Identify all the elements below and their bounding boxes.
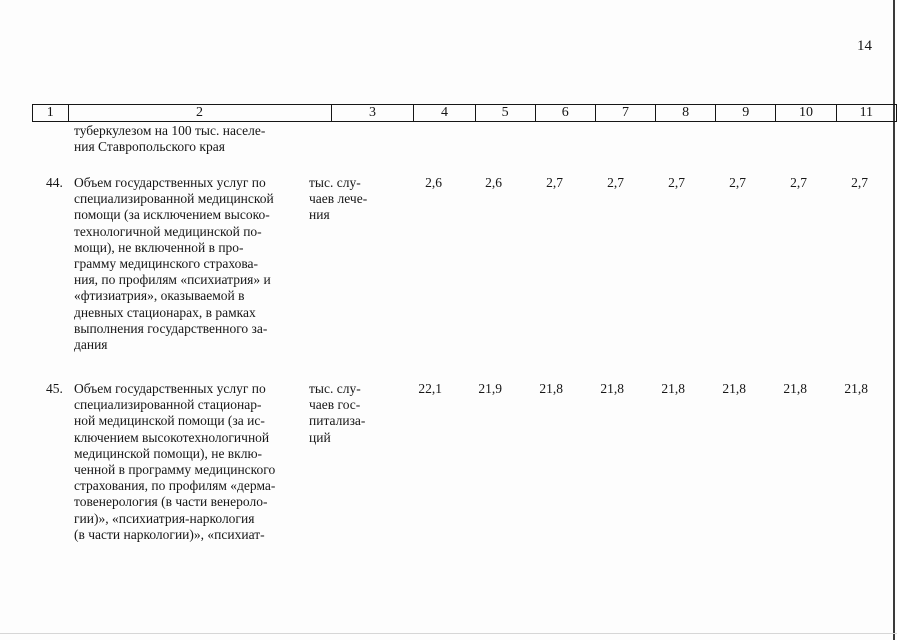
column-header: 11 [836, 105, 896, 122]
page-number: 14 [857, 38, 872, 54]
description-line: Объем государственных услуг по [74, 175, 266, 190]
row-number: 44. [46, 175, 63, 190]
value-col-10: 2,7 [790, 175, 807, 190]
row-number: 45. [46, 381, 63, 396]
value-col-11: 2,7 [851, 175, 868, 190]
value-col-5: 2,6 [485, 175, 502, 190]
column-header: 8 [656, 105, 716, 122]
description-line: страхования, по профилям «дерма- [74, 478, 276, 494]
unit-line: питализа- [309, 413, 366, 429]
description-line: дневных стационарах, в рамках [74, 304, 256, 320]
description-line: дания [74, 337, 108, 353]
value-col-9: 21,8 [722, 381, 746, 396]
value-col-4: 22,1 [418, 381, 442, 396]
description-line: ключением высокотехнологичной [74, 429, 270, 445]
scan-edge-right [893, 0, 895, 640]
column-header: 4 [414, 105, 475, 122]
description-line: ния, по профилям «психиатрия» и [74, 272, 271, 288]
description-line: ния Ставропольского края [74, 139, 225, 155]
unit-line: ния [309, 207, 330, 223]
description-line: выполнения государственного за- [74, 320, 268, 336]
description-line: гии)», «психиатрия-наркология [74, 510, 255, 526]
row-unit [309, 381, 385, 446]
value-col-7: 21,8 [600, 381, 624, 396]
description-line: (в части наркологии)», «психиат- [74, 526, 265, 542]
column-header: 7 [595, 105, 655, 122]
description-line: специализированной медицинской [74, 191, 274, 207]
row-unit [309, 175, 385, 224]
value-col-10: 21,8 [783, 381, 807, 396]
column-header: 1 [33, 105, 69, 122]
description-line: технологичной медицинской по- [74, 223, 262, 239]
row-description [74, 381, 298, 543]
value-col-5: 21,9 [478, 381, 502, 396]
description-line: помощи (за исключением высоко- [74, 207, 270, 223]
unit-line: ций [309, 429, 331, 445]
description-line: мощи), не включенной в про- [74, 239, 244, 255]
value-col-8: 21,8 [661, 381, 685, 396]
row-description [74, 175, 298, 353]
value-col-6: 21,8 [539, 381, 563, 396]
description-line: Объем государственных услуг по [74, 381, 266, 396]
value-col-6: 2,7 [546, 175, 563, 190]
unit-line: тыс. слу- [309, 381, 361, 396]
column-header: 9 [716, 105, 776, 122]
value-col-4: 2,6 [425, 175, 442, 190]
scan-edge-bottom [0, 633, 897, 634]
description-line: товенерология (в части венероло- [74, 494, 268, 510]
column-header: 5 [475, 105, 535, 122]
column-header: 6 [535, 105, 595, 122]
column-header: 10 [776, 105, 836, 122]
unit-line: чаев лече- [309, 191, 368, 207]
description-line: туберкулезом на 100 тыс. населе- [74, 123, 266, 138]
description-line: «фтизиатрия», оказываемой в [74, 288, 245, 304]
column-header: 3 [331, 105, 414, 122]
continuation-description [74, 123, 298, 155]
unit-line: чаев гос- [309, 397, 361, 413]
column-header: 2 [68, 105, 331, 122]
value-col-8: 2,7 [668, 175, 685, 190]
value-col-9: 2,7 [729, 175, 746, 190]
description-line: специализированной стационар- [74, 397, 262, 413]
value-col-11: 21,8 [844, 381, 868, 396]
unit-line: тыс. слу- [309, 175, 361, 190]
description-line: медицинской помощи), не вклю- [74, 445, 263, 461]
column-header-row [32, 104, 897, 122]
description-line: грамму медицинского страхова- [74, 256, 259, 272]
description-line: ной медицинской помощи (за ис- [74, 413, 265, 429]
value-col-7: 2,7 [607, 175, 624, 190]
description-line: ченной в программу медицинского [74, 462, 276, 478]
